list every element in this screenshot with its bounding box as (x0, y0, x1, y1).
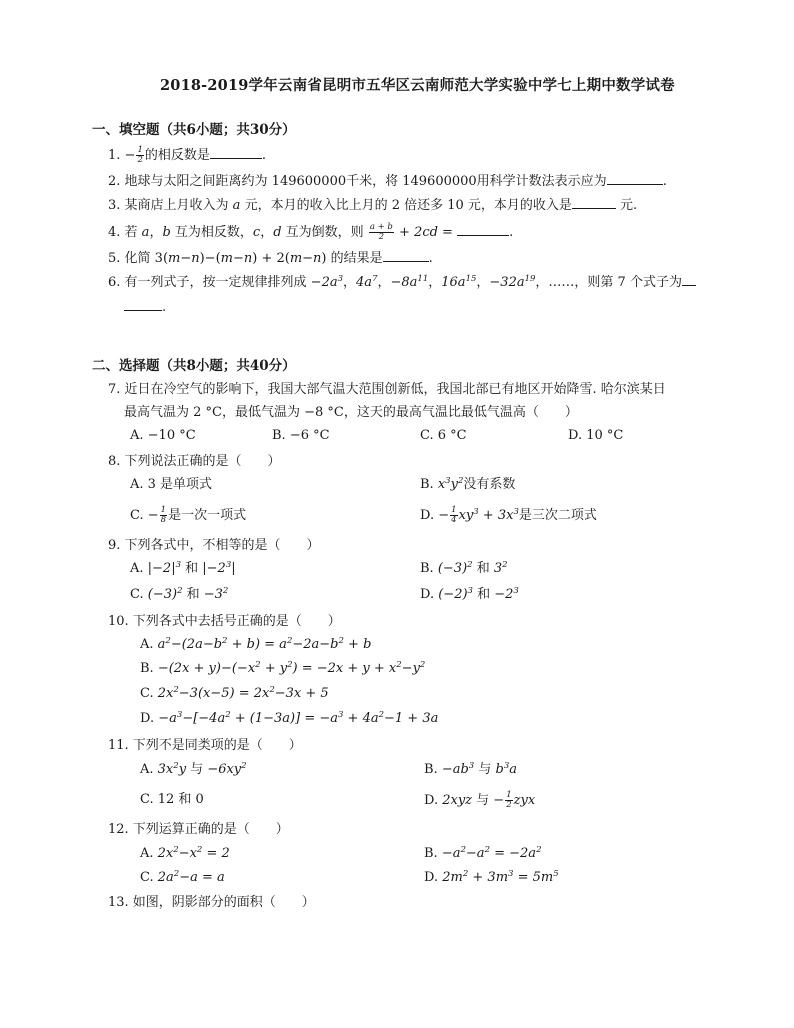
question-6: 6. 有一列式子，按一定规律排列成 $-2a^3$，$4a^7$，$-8a^{11}$，$16a^{15}$，$-32a^{19}$，……，则第 7 个式子为 (108, 273, 696, 292)
question-8: 8. 下列说法正确的是（ ） (108, 454, 281, 469)
question-4: 4. 若 a，b 互为相反数，c，d 互为倒数，则 $\frac{a + b}{2}$ + 2cd = . (108, 222, 514, 242)
q12-option-d[interactable]: D. $2m^2 + 3m^3 = 5m^5$ (424, 869, 559, 885)
q10-option-d[interactable]: D. $-a^3-[-4a^2 + (1-3a)] = -a^3 + 4a^2-1 + 3a$ (140, 710, 439, 726)
q11-option-b[interactable]: B. $-ab^3$ 与 $b^3a$ (424, 761, 517, 777)
question-7-line1: 7. 近日在冷空气的影响下，我国大部气温大范围创新低，我国北部已有地区开始降雪. 哈尔滨某日 (108, 382, 666, 397)
q1-text: 的相反数是 (144, 148, 210, 163)
q2-text: 2. 地球与太阳之间距离约为 149600000千米，将 149600000用科学计数法表示应为 (108, 174, 607, 189)
question-2: 2. 地球与太阳之间距离约为 149600000千米，将 149600000用科学计数法表示应为 . (108, 174, 667, 189)
section-fill-in-heading: 一、填空题（共6小题；共30分） (92, 122, 296, 138)
question-11: 11. 下列不是同类项的是（ ） (108, 738, 302, 753)
q11-option-c[interactable]: C. 12 和 0 (140, 792, 204, 807)
q7-option-a[interactable]: A. −10 °C (130, 428, 196, 443)
q9-option-d[interactable]: D. $(-2)^3$ 和 $-2^3$ (420, 586, 519, 602)
question-12: 12. 下列运算正确的是（ ） (108, 822, 289, 837)
q6-answer-blank-a[interactable] (682, 273, 696, 286)
q12-option-a[interactable]: A. $2x^2-x^2 = 2$ (140, 845, 230, 861)
question-7-line2: 最高气温为 2 °C，最低气温为 −8 °C，这天的最高气温比最低气温高（ ） (124, 405, 578, 420)
q9-option-a[interactable]: A. $|-2|^3$ 和 $|-2^3|$ (130, 560, 236, 576)
q9-option-b[interactable]: B. $(-3)^2$ 和 $3^2$ (420, 560, 508, 576)
q2-answer-blank[interactable] (607, 172, 663, 185)
q3-answer-blank[interactable] (572, 196, 616, 209)
exam-title: 2018-2019学年云南省昆明市五华区云南师范大学实验中学七上期中数学试卷 (160, 77, 675, 94)
question-3: 3. 某商店上月收入为 a 元，本月的收入比上月的 2 倍还多 10 元，本月的收入是 元. (108, 198, 638, 213)
q7-option-d[interactable]: D. 10 °C (568, 428, 624, 443)
question-13: 13. 如图，阴影部分的面积（ ） (108, 895, 315, 910)
question-1: 1. − $\frac{1}{2}$ 的相反数是 . (108, 145, 267, 165)
q5-answer-blank[interactable] (383, 249, 429, 262)
q12-option-c[interactable]: C. $2a^2-a = a$ (140, 869, 225, 885)
section-choice-heading: 二、选择题（共8小题；共40分） (92, 358, 296, 374)
q7-option-b[interactable]: B. −6 °C (272, 428, 330, 443)
q10-option-a[interactable]: A. $a^2-(2a-b^2 + b) = a^2-2a-b^2 + b$ (140, 636, 372, 652)
q7-option-c[interactable]: C. 6 °C (420, 428, 467, 443)
q1-number: 1. (108, 148, 121, 163)
q10-option-b[interactable]: B. $-(2x + y)-(-x^2 + y^2) = -2x + y + x^2-y^2$ (140, 660, 426, 676)
q8-option-c[interactable]: C. − $\frac{1}{8}$ 是一次一项式 (130, 505, 247, 525)
question-10: 10. 下列各式中去括号正确的是（ ） (108, 614, 341, 629)
q8-option-a[interactable]: A. 3 是单项式 (130, 477, 213, 492)
q1-answer-blank[interactable] (210, 146, 262, 159)
q6-answer-blank-b[interactable] (124, 298, 162, 311)
q9-option-c[interactable]: C. $(-3)^2$ 和 $-3^2$ (130, 586, 229, 602)
q4-answer-blank[interactable] (457, 223, 509, 236)
q11-option-a[interactable]: A. $3x^2y$ 与 $-6xy^2$ (140, 761, 247, 777)
question-9: 9. 下列各式中，不相等的是（ ） (108, 538, 320, 553)
q12-option-b[interactable]: B. $-a^2-a^2 = -2a^2$ (424, 845, 542, 861)
question-5: 5. 化简 3(m−n)−(m−n) + 2(m−n) 的结果是 . (108, 251, 433, 266)
question-6-cont: . (124, 298, 166, 317)
q10-option-c[interactable]: C. $2x^2-3(x-5) = 2x^2-3x + 5$ (140, 685, 329, 701)
q8-option-b[interactable]: B. $x^3y^2$没有系数 (420, 476, 516, 492)
q11-option-d[interactable]: D. 2xyz 与 − $\frac{1}{2}$ zyx (424, 790, 536, 810)
q8-option-d[interactable]: D. − $\frac{1}{4}$ $xy^3 + 3x^3$是三次二项式 (420, 505, 597, 525)
